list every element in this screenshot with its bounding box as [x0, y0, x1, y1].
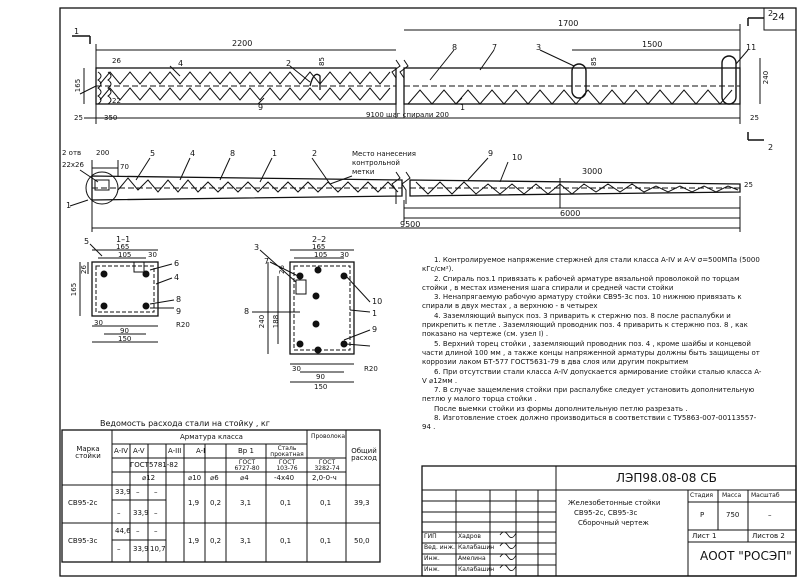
section-1-title: 1–1 [116, 235, 131, 244]
person-1-name: Хадров [458, 533, 481, 540]
row2-total: 50,0 [354, 537, 370, 545]
row2-bp: 3,1 [240, 537, 252, 545]
steel-table-title: Ведомость расхода стали на стойку , кг [100, 419, 270, 428]
section-mark-2-top: 2 [768, 9, 774, 18]
th-aiv: A-IV [114, 447, 129, 455]
callout-1-top: 1 [460, 103, 466, 112]
callout-10-side: 10 [512, 153, 523, 162]
callout-1-side: 1 [66, 201, 72, 210]
section-2-title: 2–2 [312, 235, 327, 244]
person-2-name: Калабашин [458, 544, 495, 551]
dim-6000: 6000 [560, 209, 581, 218]
s2-h26: 26 [277, 265, 286, 274]
dim-70: 70 [120, 163, 129, 171]
row2-mark: СВ95-3с [68, 537, 98, 545]
th-gost3: ГОСТ 103-76 [276, 459, 298, 472]
marking-label: Место нанесения контрольной метки [352, 150, 417, 176]
th-stage: Стадия [690, 492, 714, 499]
dim-22-top: 22 [112, 97, 121, 105]
s2-callout-9: 9 [372, 325, 378, 334]
sheets-count: Листов 2 [752, 532, 785, 540]
dim-9500: 9500 [400, 220, 421, 229]
row1-ai10: 1,9 [188, 499, 200, 507]
s2-b150: 150 [314, 383, 328, 391]
row2-wire: 0,1 [320, 537, 332, 545]
row1-mark: СВ95-2с [68, 499, 98, 507]
s1-radius: R20 [176, 321, 190, 329]
row2-ai6: 0,2 [210, 537, 222, 545]
th-gost4: ГОСТ 3282-74 [314, 459, 340, 472]
th-d4x40: -4x40 [274, 474, 295, 482]
row2-aiv-b: – [117, 545, 121, 553]
th-steel: Сталь прокатная [270, 445, 304, 458]
holes-label: 2 отв [62, 149, 82, 157]
callout-9-top: 9 [258, 103, 264, 112]
callout-8-top: 8 [452, 43, 458, 52]
th-d20: 2,0-0-ч [312, 474, 337, 482]
callout-2-side: 2 [312, 149, 318, 158]
product-name-2: СВ95-2с, СВ95-3с [574, 509, 638, 517]
callout-3-top: 3 [536, 43, 542, 52]
s1-w30: 30 [148, 251, 157, 259]
dim-1700: 1700 [558, 19, 579, 28]
s2-callout-3: 3 [254, 243, 260, 252]
th-av: A-V [133, 447, 145, 455]
row2-aiii-b: 10,7 [150, 545, 166, 553]
row1-total: 39,3 [354, 499, 370, 507]
row2-steel: 0,1 [280, 537, 292, 545]
s1-w165: 165 [116, 243, 130, 251]
s1-callout-9: 9 [176, 307, 182, 316]
section-mark-2-bottom: 2 [768, 143, 774, 152]
s1-callout-4: 4 [174, 273, 180, 282]
row1-wire: 0,1 [320, 499, 332, 507]
s2-callout-7: 7 [264, 257, 270, 266]
th-d6: ⌀6 [210, 474, 219, 482]
dim-25-left: 25 [74, 114, 83, 122]
s1-b30: 30 [94, 319, 103, 327]
dim-85-right: 85 [589, 57, 598, 66]
row2-av-a: – [136, 527, 140, 535]
organization: АООТ "РОСЭП" [700, 549, 792, 563]
product-name-1: Железобетонные стойки [568, 499, 661, 507]
th-ai: A-I [196, 447, 206, 455]
callout-2-top: 2 [286, 59, 292, 68]
row1-ai6: 0,2 [210, 499, 222, 507]
row2-aiv-a: 44,6 [115, 527, 131, 535]
s2-w105: 105 [314, 251, 328, 259]
note-8: 8. Изготовление стоек должно производиться в соответствии с ТУ5863-007-00113557-94 . [422, 414, 757, 432]
doc-code: ЛЭП98.08-08 СБ [616, 471, 717, 485]
s2-b30: 30 [292, 365, 301, 373]
s2-callout-10: 10 [372, 297, 383, 306]
s1-b150: 150 [118, 335, 132, 343]
s2-b90: 90 [316, 373, 325, 381]
s1-h26: 26 [79, 265, 88, 274]
th-d4: ⌀4 [240, 474, 249, 482]
th-gost1: ГОСТ5781-82 [130, 461, 179, 469]
s2-callout-1: 1 [372, 309, 378, 318]
s1-callout-6: 6 [174, 259, 180, 268]
dim-200: 200 [96, 149, 110, 157]
th-bp1: Вр 1 [238, 447, 254, 455]
mass-value: 750 [726, 511, 740, 519]
row1-aiv-a: 33,9 [115, 488, 131, 496]
note-4: 4. Заземляющий выпуск поз. 3 приварить к стержню поз. 8 после распалубки и прикрепить к петле . Заземляющий проводник поз. 4 приварить к стержню поз. 8 , как показано на чертеже (см. узел I) . [422, 311, 748, 339]
s2-h240: 240 [258, 314, 267, 329]
sheet-number: Лист 1 [692, 532, 717, 540]
callout-4-side: 4 [190, 149, 196, 158]
row2-ai10: 1,9 [188, 537, 200, 545]
s2-w30: 30 [340, 251, 349, 259]
th-wire: Проволока [310, 433, 345, 440]
callout-8-side: 8 [230, 149, 236, 158]
th-total: Общий расход [351, 447, 377, 462]
row1-av-b: 33,9 [133, 509, 149, 517]
person-2-role: Вед. инж. [424, 544, 455, 551]
page-number: 24 [772, 12, 785, 23]
person-4-role: Инж. [424, 566, 440, 573]
th-scale: Масштаб [751, 492, 780, 499]
dim-3000: 3000 [582, 167, 603, 176]
s1-callout-8: 8 [176, 295, 182, 304]
dim-25-right: 25 [750, 114, 759, 122]
callout-1b-side: 1 [272, 149, 278, 158]
person-3-role: Инж. [424, 555, 440, 562]
dim-350: 350 [104, 114, 118, 122]
note-5: 5. Верхний торец стойки , заземляющий проводник поз. 4 , кроме шайбы и концевой части длиной 100 мм , а также концы напряженной арматуры должны быть защищены от коррозии лаком БТ-577 ГОСТ5631-79 в два слоя или другим покрытием [422, 339, 760, 367]
product-name-3: Сборочный чертеж [578, 519, 649, 527]
callout-5-side: 5 [150, 149, 156, 158]
row1-bp: 3,1 [240, 499, 252, 507]
dim-1500: 1500 [642, 40, 663, 49]
note-2: 2. Спираль поз.1 привязать к рабочей арматуре вязальной проволокой по торцам стойки , в местах изменения шага спирали и средней части стойки [422, 274, 740, 292]
person-1-role: ГИП [424, 533, 437, 540]
stage-value: Р [700, 511, 705, 519]
note-7: 7. В случае защемления стойки при распалубке следует установить дополнительную петлю у малого торца стойки . [422, 386, 755, 404]
callout-7-top: 7 [492, 43, 498, 52]
s1-h165: 165 [70, 282, 79, 297]
row1-av-a: – [136, 488, 140, 496]
th-d12: ⌀12 [142, 474, 156, 482]
s1-w105: 105 [118, 251, 132, 259]
dim-85-left: 85 [317, 57, 326, 66]
s2-h188: 188 [272, 314, 281, 329]
row1-steel: 0,1 [280, 499, 292, 507]
note-6: 6. При отсутствии стали класса A-IV допускается армирование стойки сталью класса A-V ⌀12мм . [422, 367, 762, 385]
s2-callout-8: 8 [244, 307, 250, 316]
th-rebar: Арматура класса [180, 433, 243, 441]
general-notes [422, 256, 762, 433]
dim-165-top: 165 [74, 78, 83, 93]
row1-aiii-a: – [154, 488, 158, 496]
callout-11: 11 [746, 43, 757, 52]
row2-av-b: 33,9 [133, 545, 149, 553]
section-mark-1-top: 1 [74, 27, 80, 36]
s2-w165: 165 [312, 243, 326, 251]
dim-9100: 9100 шаг спирали 200 [366, 111, 449, 119]
callout-4-top: 4 [178, 59, 184, 68]
scale-value: – [768, 511, 772, 519]
th-aiii: A-III [168, 447, 182, 455]
holes-size: 22x26 [62, 161, 84, 169]
dim-2200: 2200 [232, 39, 253, 48]
th-mass: Масса [722, 492, 742, 499]
note-1: 1. Контролируемое напряжение стержней для стали класса A-IV и A-V σ=500МПа (5000 кГс/см²). [422, 256, 760, 274]
person-4-name: Калабашин [458, 566, 495, 573]
row2-aiii-a: – [154, 527, 158, 535]
th-gost2: ГОСТ 6727-80 [234, 459, 260, 472]
callout-9-side: 9 [488, 149, 494, 158]
s1-b90: 90 [120, 327, 129, 335]
s1-callout-5: 5 [84, 237, 90, 246]
row1-aiv-b: – [117, 509, 121, 517]
th-d10: ⌀10 [188, 474, 202, 482]
s2-radius: R20 [364, 365, 378, 373]
row1-aiii-b: – [154, 509, 158, 517]
note-7b: После выемки стойки из формы дополнительную петлю разрезать . [434, 404, 688, 413]
dim-240-top: 240 [762, 70, 771, 85]
note-3: 3. Ненапрягаемую рабочую арматуру стойки СВ95-3с поз. 10 нижнюю привязать к спирали в двух местах , а верхнюю - в четырех [422, 293, 742, 311]
person-3-name: Амелина [458, 555, 486, 562]
th-mark: Марка стойки [75, 445, 101, 460]
dim-25-side: 25 [744, 181, 753, 189]
dim-26-top: 26 [112, 57, 121, 65]
